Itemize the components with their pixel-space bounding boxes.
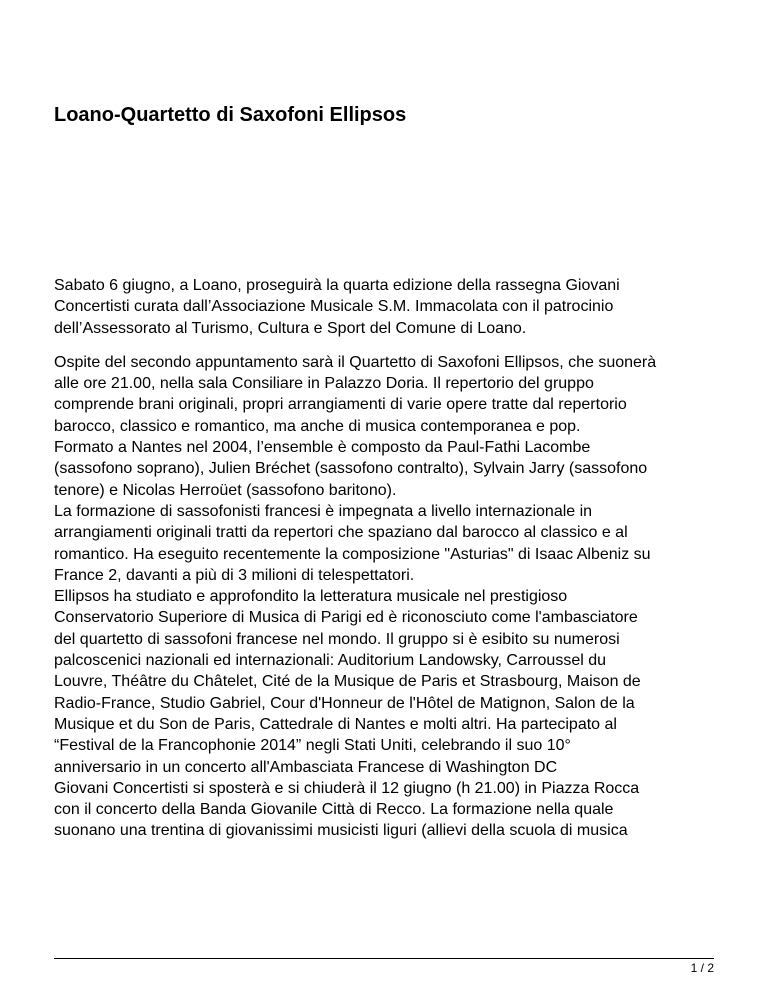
text-line: Ellipsos ha studiato e approfondito la letteratura musicale nel prestigioso: [54, 588, 568, 606]
paragraph-intro: [54, 275, 724, 339]
text-line: con il concerto della Banda Giovanile Città di Recco. La formazione nella quale: [54, 801, 614, 819]
text-line: Giovani Concertisti si sposterà e si chiuderà il 12 giugno (h 21.00) in Piazza Rocca: [54, 779, 640, 797]
text-line: France 2, davanti a più di 3 milioni di telespettatori.: [54, 566, 415, 584]
text-line: Formato a Nantes nel 2004, l’ensemble è composto da Paul-Fathi Lacombe: [54, 439, 591, 457]
text-line: (sassofono soprano), Julien Bréchet (sassofono contralto), Sylvain Jarry (sassofono: [54, 460, 648, 478]
text-line: suonano una trentina di giovanissimi musicisti liguri (allievi della scuola di musica: [54, 822, 628, 840]
article-body: [54, 275, 724, 855]
text-line: La formazione di sassofonisti francesi è impegnata a livello internazionale in: [54, 502, 593, 520]
text-line: Louvre, Théâtre du Châtelet, Cité de la Musique de Paris et Strasbourg, Maison de: [54, 673, 641, 691]
text-line: palcoscenici nazionali ed internazionali: Auditorium Landowsky, Carroussel du: [54, 652, 607, 670]
text-line: barocco, classico e romantico, ma anche di musica contemporanea e pop.: [54, 417, 581, 435]
page-title: Loano-Quartetto di Saxofoni Ellipsos: [54, 104, 407, 126]
text-line: del quartetto di sassofoni francese nel mondo. Il gruppo si è esibito su numerosi: [54, 630, 620, 648]
text-line: dell’Assessorato al Turismo, Cultura e Sport del Comune di Loano.: [54, 319, 527, 337]
footer-divider: [54, 958, 714, 959]
text-line: comprende brani originali, propri arrangiamenti di varie opere tratte dal repertorio: [54, 396, 627, 414]
text-line: Musique et du Son de Paris, Cattedrale di Nantes e molti altri. Ha partecipato al: [54, 715, 617, 733]
text-line: Sabato 6 giugno, a Loano, proseguirà la quarta edizione della rassegna Giovani: [54, 277, 620, 294]
text-line: Ospite del secondo appuntamento sarà il Quartetto di Saxofoni Ellipsos, che suonerà: [54, 353, 657, 371]
text-line: Conservatorio Superiore di Musica di Parigi ed è riconosciuto come l'ambasciatore: [54, 609, 638, 627]
text-line: romantico. Ha eseguito recentemente la composizione "Asturias" di Isaac Albeniz su: [54, 545, 651, 563]
text-line: arrangiamenti originali tratti da repertori che spaziano dal barocco al classico e al: [54, 524, 628, 542]
text-line: “Festival de la Francophonie 2014” negli Stati Uniti, celebrando il suo 10°: [54, 737, 571, 755]
text-line: anniversario in un concerto all'Ambasciata Francese di Washington DC: [54, 758, 558, 776]
text-line: Radio-France, Studio Gabriel, Cour d'Honneur de l'Hôtel de Matignon, Salon de la: [54, 694, 635, 712]
text-line: Concertisti curata dall’Associazione Musicale S.M. Immacolata con il patrocinio: [54, 298, 614, 316]
page-number: 1 / 2: [690, 961, 714, 975]
paragraph-main: [54, 352, 724, 842]
text-line: tenore) e Nicolas Herroüet (sassofono baritono).: [54, 481, 397, 499]
text-line: alle ore 21.00, nella sala Consiliare in Palazzo Doria. Il repertorio del gruppo: [54, 375, 594, 393]
